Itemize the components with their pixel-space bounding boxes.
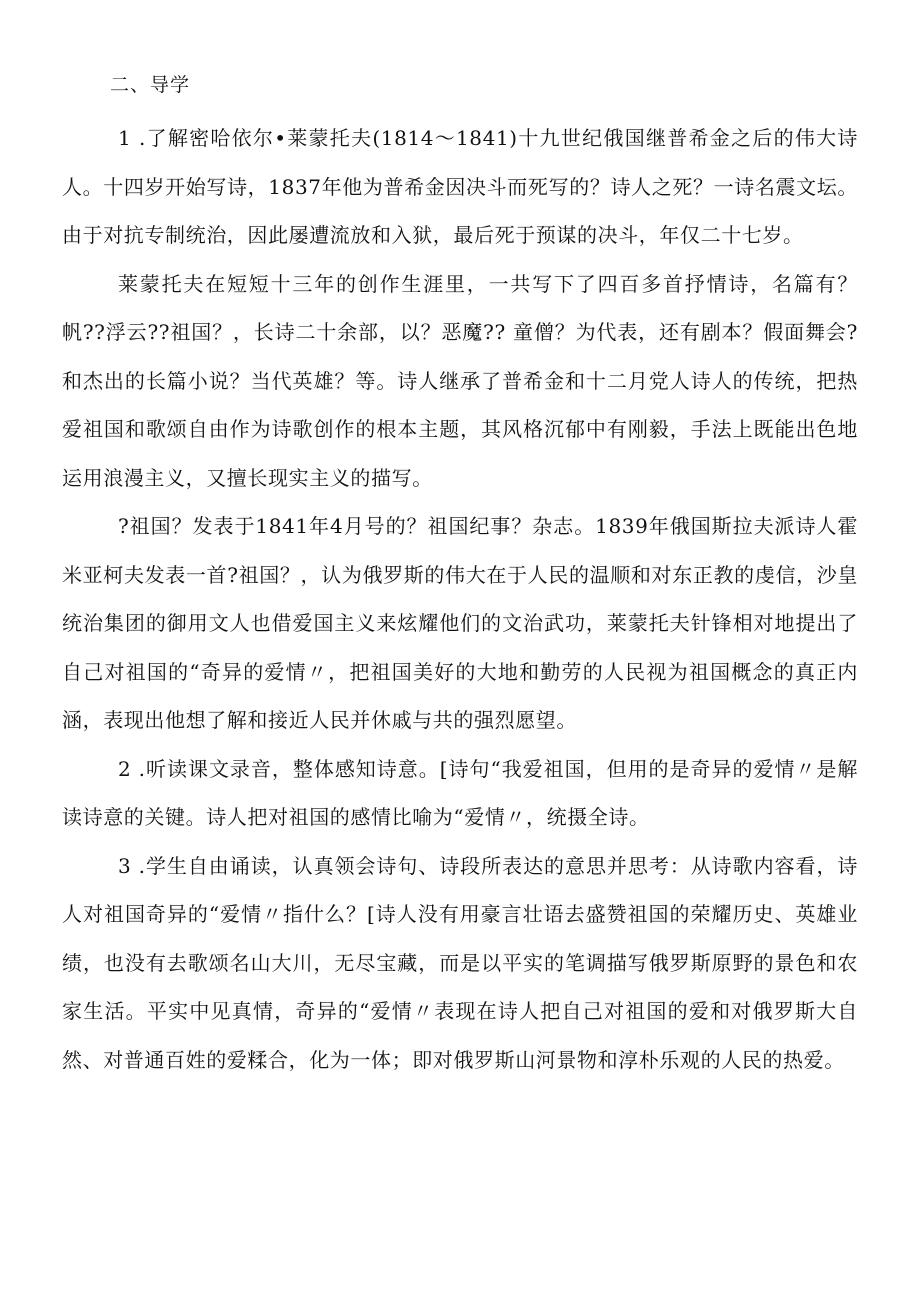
paragraph-reading-task: 3 .学生自由诵读，认真领会诗句、诗段所表达的意思并思考：从诗歌内容看，诗人对祖国奇异的“爱情〃指什么？[诗人没有用豪言壮语去盛赞祖国的荣耀历史、英雄业绩，也没有去歌颂名山大川，无尽宝藏，而是以平实的笔调描写俄罗斯原野的景色和农家生活。平实中见真情，奇异的“爱情〃表现在诗人把自己对祖国的爱和对俄罗斯大自然、对普通百姓的爱糅合，化为一体；即对俄罗斯山河景物和淳朴乐观的人民的热爱。	[62, 853, 858, 1072]
paragraph-motherland-background: ?祖国？发表于1841年4月号的？祖国纪事？杂志。1839年俄国斯拉夫派诗人霍米亚柯夫发表一首?祖国？，认为俄罗斯的伟大在于人民的温顺和对东正教的虔信，沙皇统治集团的御用文人也借爱国主义来炫耀他们的文治武功，莱蒙托夫针锋相对地提出了自己对祖国的“奇异的爱情〃，把祖国美好的大地和勤劳的人民视为祖国概念的真正内涵，表现出他想了解和接近人民并休戚与共的强烈愿望。	[62, 514, 858, 732]
paragraph-listening: 2 .听读课文录音，整体感知诗意。[诗句“我爱祖国，但用的是奇异的爱情〃是解读诗意的关键。诗人把对祖国的感情比喻为“爱情〃，统摄全诗。	[62, 756, 858, 829]
paragraph-intro-author: 1 .了解密哈依尔•莱蒙托夫(1814～1841)十九世纪俄国继普希金之后的伟大诗人。十四岁开始写诗，1837年他为普希金因决斗而死写的？诗人之死？一诗名震文坛。由于对抗专制统治，因此屡遭流放和入狱，最后死于预谋的决斗，年仅二十七岁。	[62, 126, 858, 247]
paragraph-works: 莱蒙托夫在短短十三年的创作生涯里，一共写下了四百多首抒情诗，名篇有？帆??浮云??祖国？，长诗二十余部，以？恶魔?? 童僧？为代表，还有剧本？假面舞会?和杰出的长篇小说？当代英雄？等。诗人继承了普希金和十二月党人诗人的传统，把热爱祖国和歌颂自由作为诗歌创作的根本主题，其风格沉郁中有刚毅，手法上既能出色地运用浪漫主义，又擅长现实主义的描写。	[62, 271, 858, 490]
document-body	[62, 70, 858, 1084]
section-heading: 二、导学	[110, 74, 191, 96]
